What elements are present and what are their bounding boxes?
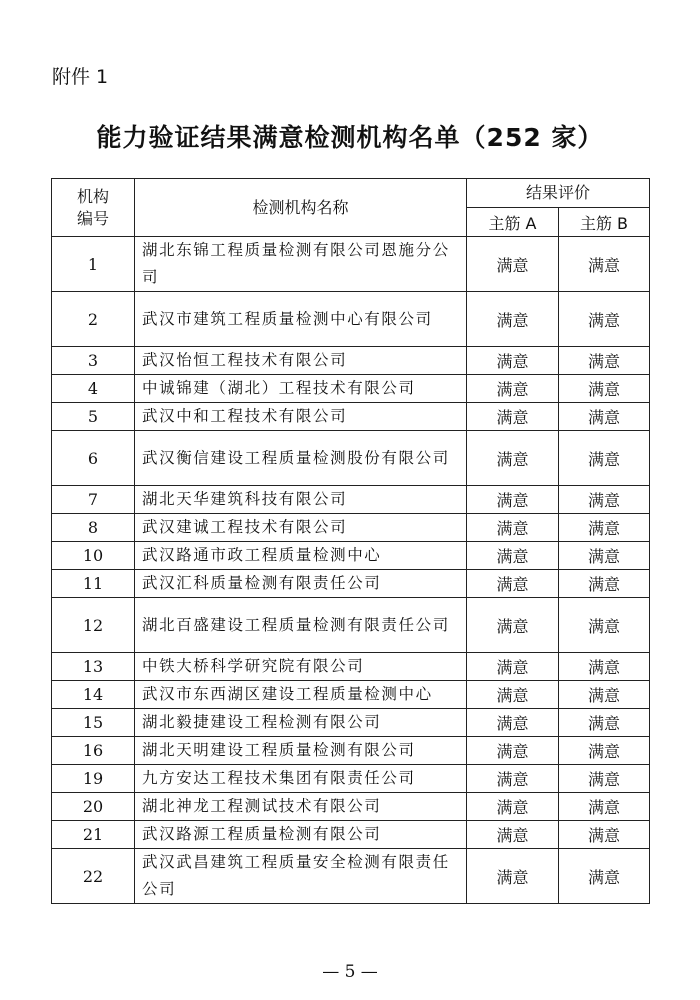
- table-row: [52, 375, 650, 403]
- row-grade-b-cell: 满意: [559, 793, 650, 821]
- row-id-cell: 1: [52, 237, 135, 292]
- table-row: [52, 737, 650, 765]
- table-row: [52, 542, 650, 570]
- row-grade-a-cell: 满意: [467, 570, 559, 598]
- table-row: [52, 821, 650, 849]
- row-grade-b-cell: 满意: [559, 737, 650, 765]
- table-row: [52, 237, 650, 292]
- row-id-cell: 20: [52, 793, 135, 821]
- row-id-cell: 6: [52, 431, 135, 486]
- table-row: [52, 292, 650, 347]
- col-header-id-line1: 机构: [76, 186, 109, 206]
- table-row: [52, 570, 650, 598]
- row-id-cell: 2: [52, 292, 135, 347]
- table-row: [52, 765, 650, 793]
- row-name-cell: 武汉汇科质量检测有限责任公司: [135, 570, 467, 598]
- row-name-cell: 湖北神龙工程测试技术有限公司: [135, 793, 467, 821]
- row-name-cell: 武汉市东西湖区建设工程质量检测中心: [135, 681, 467, 709]
- row-name-cell: 武汉市建筑工程质量检测中心有限公司: [135, 292, 467, 347]
- table-row: [52, 403, 650, 431]
- row-grade-a-cell: 满意: [467, 821, 559, 849]
- row-id-cell: 7: [52, 486, 135, 514]
- row-id-cell: 13: [52, 653, 135, 681]
- row-grade-a-cell: 满意: [467, 403, 559, 431]
- row-name-cell: 中铁大桥科学研究院有限公司: [135, 653, 467, 681]
- table-row: [52, 514, 650, 542]
- row-id-cell: 5: [52, 403, 135, 431]
- row-name-cell: 湖北天明建设工程质量检测有限公司: [135, 737, 467, 765]
- row-grade-b-cell: 满意: [559, 486, 650, 514]
- row-grade-a-cell: 满意: [467, 653, 559, 681]
- row-grade-b-cell: 满意: [559, 292, 650, 347]
- row-id-cell: 12: [52, 598, 135, 653]
- row-id-cell: 14: [52, 681, 135, 709]
- row-name-cell: 武汉建诚工程技术有限公司: [135, 514, 467, 542]
- col-header-a: 主筋 A: [467, 208, 559, 237]
- row-grade-b-cell: 满意: [559, 849, 650, 904]
- row-grade-a-cell: 满意: [467, 292, 559, 347]
- row-id-cell: 4: [52, 375, 135, 403]
- col-header-id: [52, 179, 135, 237]
- table-row: [52, 653, 650, 681]
- table-row: [52, 849, 650, 904]
- row-grade-b-cell: 满意: [559, 570, 650, 598]
- table-row: [52, 347, 650, 375]
- row-grade-b-cell: 满意: [559, 681, 650, 709]
- row-id-cell: 21: [52, 821, 135, 849]
- row-grade-a-cell: 满意: [467, 709, 559, 737]
- row-id-cell: 8: [52, 514, 135, 542]
- table-row: [52, 431, 650, 486]
- row-id-cell: 15: [52, 709, 135, 737]
- institution-table: [51, 178, 650, 904]
- row-grade-a-cell: 满意: [467, 765, 559, 793]
- row-grade-a-cell: 满意: [467, 849, 559, 904]
- row-name-cell: 武汉怡恒工程技术有限公司: [135, 347, 467, 375]
- document-title: 能力验证结果满意检测机构名单（252 家）: [96, 123, 604, 152]
- row-grade-b-cell: 满意: [559, 542, 650, 570]
- row-grade-b-cell: 满意: [559, 598, 650, 653]
- row-name-cell: 武汉衡信建设工程质量检测股份有限公司: [135, 431, 467, 486]
- row-grade-b-cell: 满意: [559, 514, 650, 542]
- page-number: — 5 —: [322, 962, 378, 982]
- table-row: [52, 709, 650, 737]
- row-id-cell: 19: [52, 765, 135, 793]
- row-grade-a-cell: 满意: [467, 486, 559, 514]
- col-header-result: 结果评价: [467, 179, 650, 208]
- row-grade-a-cell: 满意: [467, 598, 559, 653]
- row-name-cell: 武汉中和工程技术有限公司: [135, 403, 467, 431]
- table-row: [52, 598, 650, 653]
- col-header-b: 主筋 B: [559, 208, 650, 237]
- row-grade-a-cell: 满意: [467, 375, 559, 403]
- row-id-cell: 16: [52, 737, 135, 765]
- row-grade-a-cell: 满意: [467, 514, 559, 542]
- row-name-cell: 湖北天华建筑科技有限公司: [135, 486, 467, 514]
- row-name-cell: 武汉路源工程质量检测有限公司: [135, 821, 467, 849]
- row-name-cell: 湖北百盛建设工程质量检测有限责任公司: [135, 598, 467, 653]
- row-grade-a-cell: 满意: [467, 542, 559, 570]
- table-row: [52, 681, 650, 709]
- row-grade-b-cell: 满意: [559, 431, 650, 486]
- attachment-label: 附件 1: [52, 66, 109, 88]
- row-grade-a-cell: 满意: [467, 237, 559, 292]
- row-grade-a-cell: 满意: [467, 347, 559, 375]
- row-grade-b-cell: 满意: [559, 821, 650, 849]
- row-id-cell: 22: [52, 849, 135, 904]
- row-name-cell: 中诚锦建（湖北）工程技术有限公司: [135, 375, 467, 403]
- table-row: [52, 486, 650, 514]
- row-grade-a-cell: 满意: [467, 681, 559, 709]
- row-grade-b-cell: 满意: [559, 709, 650, 737]
- row-id-cell: 3: [52, 347, 135, 375]
- row-grade-b-cell: 满意: [559, 765, 650, 793]
- table-row: [52, 793, 650, 821]
- row-grade-a-cell: 满意: [467, 737, 559, 765]
- row-name-cell: 武汉路通市政工程质量检测中心: [135, 542, 467, 570]
- row-grade-b-cell: 满意: [559, 347, 650, 375]
- row-grade-a-cell: 满意: [467, 431, 559, 486]
- row-grade-b-cell: 满意: [559, 237, 650, 292]
- row-grade-b-cell: 满意: [559, 653, 650, 681]
- row-grade-a-cell: 满意: [467, 793, 559, 821]
- row-id-cell: 10: [52, 542, 135, 570]
- table-body: [52, 237, 650, 904]
- row-name-cell: 湖北东锦工程质量检测有限公司恩施分公司: [135, 237, 467, 292]
- row-grade-b-cell: 满意: [559, 403, 650, 431]
- row-id-cell: 11: [52, 570, 135, 598]
- row-name-cell: 武汉武昌建筑工程质量安全检测有限责任公司: [135, 849, 467, 904]
- row-name-cell: 九方安达工程技术集团有限责任公司: [135, 765, 467, 793]
- row-grade-b-cell: 满意: [559, 375, 650, 403]
- row-name-cell: 湖北毅捷建设工程检测有限公司: [135, 709, 467, 737]
- col-header-name: 检测机构名称: [135, 179, 467, 237]
- col-header-id-line2: 编号: [76, 208, 109, 228]
